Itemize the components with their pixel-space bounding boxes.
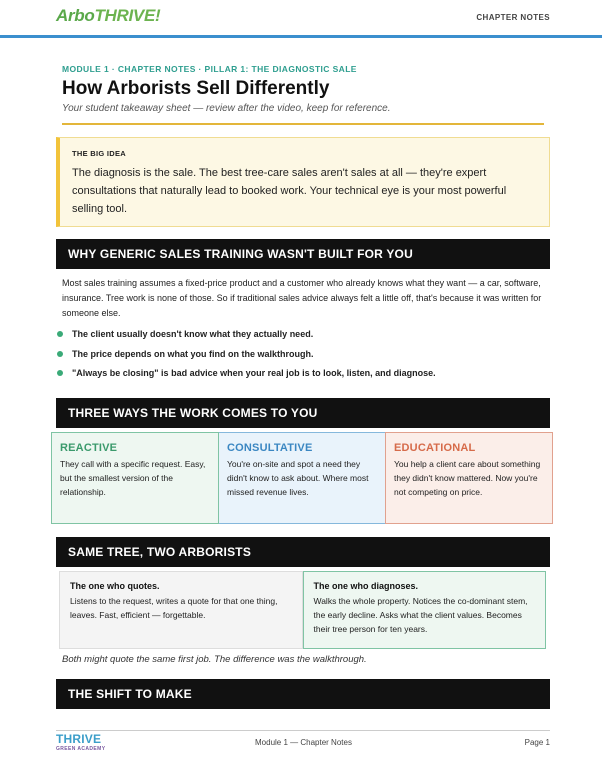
page-header <box>0 0 602 38</box>
arbothrive-logo <box>56 6 160 26</box>
footer-divider <box>56 730 550 731</box>
comparison-note: Both might quote the same first job. The difference was the walkthrough. <box>62 654 367 665</box>
section-heading-generic-sales: WHY GENERIC SALES TRAINING WASN'T BUILT FOR YOU <box>56 239 550 269</box>
page-subtitle: Your student takeaway sheet — review after the video, keep for reference. <box>62 103 391 114</box>
header-chapter-label: CHAPTER NOTES <box>476 13 550 22</box>
section-heading-shift: THE SHIFT TO MAKE <box>56 679 550 709</box>
section-heading-three-ways: THREE WAYS THE WORK COMES TO YOU <box>56 398 550 428</box>
bullet-text: The client usually doesn't know what they actually need. <box>72 329 314 339</box>
bullet-text: The price depends on what you find on the walkthrough. <box>72 348 314 359</box>
footer-page-number: Page 1 <box>524 738 550 747</box>
way-text: You're on-site and spot a need they didn't know to ask about. Where most missed revenue lives. <box>227 459 369 497</box>
logo-text-thrive: THRIVE! <box>94 6 161 25</box>
way-text: They call with a specific request. Easy, but the smallest version of the relationship. <box>60 459 206 497</box>
footer-module-label: Module 1 — Chapter Notes <box>255 738 352 747</box>
compare-title: The one who diagnoses. <box>313 581 419 591</box>
list-item <box>56 327 546 347</box>
bullet-text: "Always be closing" is bad advice when your real job is to look, listen, and diagnose. <box>72 368 436 378</box>
way-text: You help a client care about something they didn't know mattered. Now you're not competing on price. <box>394 459 541 497</box>
list-item <box>56 347 546 367</box>
big-idea-text: The diagnosis is the sale. The best tree-care sales aren't sales at all — they're expert consultations that naturally lead to booked work. Your technical eye is your most powerful selling tool. <box>72 167 507 215</box>
way-title: REACTIVE <box>60 442 118 454</box>
big-idea-callout <box>56 137 550 227</box>
compare-card-diagnoses <box>303 571 547 649</box>
compare-card-quotes <box>59 571 303 649</box>
breadcrumb: MODULE 1 · CHAPTER NOTES · PILLAR 1: THE DIAGNOSTIC SALE <box>62 64 357 74</box>
way-title: CONSULTATIVE <box>227 442 313 454</box>
footer-logo-main: THRIVE <box>56 732 102 746</box>
section-heading-same-tree: SAME TREE, TWO ARBORISTS <box>56 537 550 567</box>
way-card-reactive <box>51 432 219 524</box>
compare-text: Listens to the request, writes a quote for that one thing, leaves. Fast, efficient — forgettable. <box>70 596 278 620</box>
compare-text: Walks the whole property. Notices the co-dominant stem, the early decline. Asks what the client values. Becomes their tree person for ten years. <box>313 596 528 634</box>
way-card-consultative <box>219 432 385 524</box>
compare-title: The one who quotes. <box>70 581 160 591</box>
title-divider <box>62 123 544 125</box>
arborist-comparison <box>59 571 546 649</box>
thrive-academy-logo <box>56 733 105 752</box>
three-ways-grid <box>51 432 553 524</box>
footer-logo-sub: GREEN ACADEMY <box>56 746 106 752</box>
bullet-dot-icon <box>57 351 63 357</box>
bullet-dot-icon <box>57 370 63 376</box>
section-paragraph: Most sales training assumes a fixed-price product and a customer who already knows what they want — a car, software, insurance. Tree work is none of those. So if traditional sales advice always felt a little off, that's because it was written for someone else. <box>62 278 542 318</box>
way-card-educational <box>385 432 553 524</box>
way-title: EDUCATIONAL <box>394 442 476 454</box>
page-title: How Arborists Sell Differently <box>62 78 330 99</box>
big-idea-label: THE BIG IDEA <box>72 149 127 158</box>
list-item <box>56 366 546 386</box>
bullet-list <box>56 327 546 386</box>
bullet-dot-icon <box>57 331 63 337</box>
logo-text-arbo: Arbo <box>56 6 95 25</box>
